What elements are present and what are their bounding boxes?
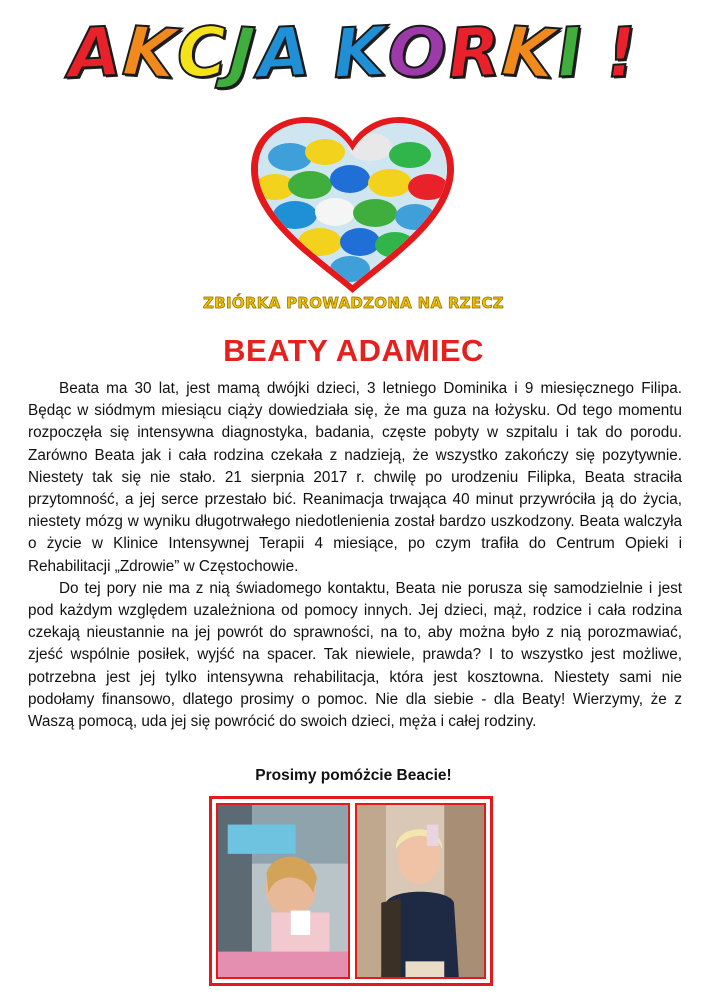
- closing-appeal: Prosimy pomóżcie Beacie!: [255, 767, 452, 784]
- campaign-subtitle: ZBIÓRKA PROWADZONA NA RZECZ: [203, 294, 504, 312]
- beneficiary-name: BEATY ADAMIEC: [223, 333, 484, 368]
- title-letter: A: [254, 12, 314, 95]
- story-text: [28, 378, 682, 733]
- story-paragraph: Beata ma 30 lat, jest mamą dwójki dzieci, 3 letniego Dominika i 9 miesięcznego Filipa. Będąc w siódmym miesiącu ciąży dowiedziała się, że ma guza na łożysku. Od tego momentu rozpoczęła się intensywna diagnostyka, badania, częste pobyty w szpitalu i tak do porodu. Zarówno Beata jak i cała rodzina czekała z nadzieją, że wszystko zakończy się pozytywnie. Niestety tak się nie stało. 21 sierpnia 2017 r. chwilę po urodzeniu Filipka, Beata straciła przytomność, a jej serce przestało bić. Reanimacja trwająca 40 minut przywróciła ją do życia, niestety mózg w wyniku długotrwałego niedotlenienia został bardzo uszkodzony. Beata walczyła o życie w Klinice Intensywnej Terapii 4 miesiące, po czym trafiła do Centrum Opieki i Rehabilitacji „Zdrowie” w Częstochowie.: [28, 380, 682, 575]
- title-letter: R: [445, 12, 505, 95]
- selfie-photo: [355, 803, 486, 979]
- title-letter: O: [385, 12, 451, 95]
- patient-in-bed-photo: [216, 803, 350, 979]
- title-letter: K: [499, 12, 560, 95]
- heart-svg: [250, 117, 455, 295]
- title-letter: I: [554, 13, 587, 94]
- title-letter: !: [603, 13, 642, 94]
- campaign-title: [0, 14, 707, 94]
- title-letter: J: [226, 13, 260, 94]
- title-letter: K: [331, 12, 390, 95]
- story-paragraph: Do tej pory nie ma z nią świadomego kontaktu, Beata nie porusza się samodzielnie i jest pod każdym względem uzależniona od pomocy innych. Jej dzieci, mąż, rodzice i cała rodzina czekają nieustannie na jej powrót do sprawności, na to, aby można było z nią porozmawiać, zjeść wspólnie posiłek, wyjść na spacer. Tak niewiele, prawda? I to wszystko jest możliwe, potrzebna jest jej tylko intensywna rehabilitacja, która jest kosztowna. Niestety sami nie podołamy finansowo, dlatego prosimy o pomoc. Nie dla siebie - dla Beaty! Wierzymy, że z Waszą pomocą, uda jej się powrócić do swoich dzieci, męża i całej rodziny.: [28, 579, 682, 731]
- title-letter: C: [175, 12, 232, 95]
- title-letter: K: [119, 12, 181, 95]
- photo-collage: [209, 796, 493, 986]
- title-letter: A: [65, 12, 125, 95]
- heart-with-bottle-caps-icon: [250, 117, 455, 295]
